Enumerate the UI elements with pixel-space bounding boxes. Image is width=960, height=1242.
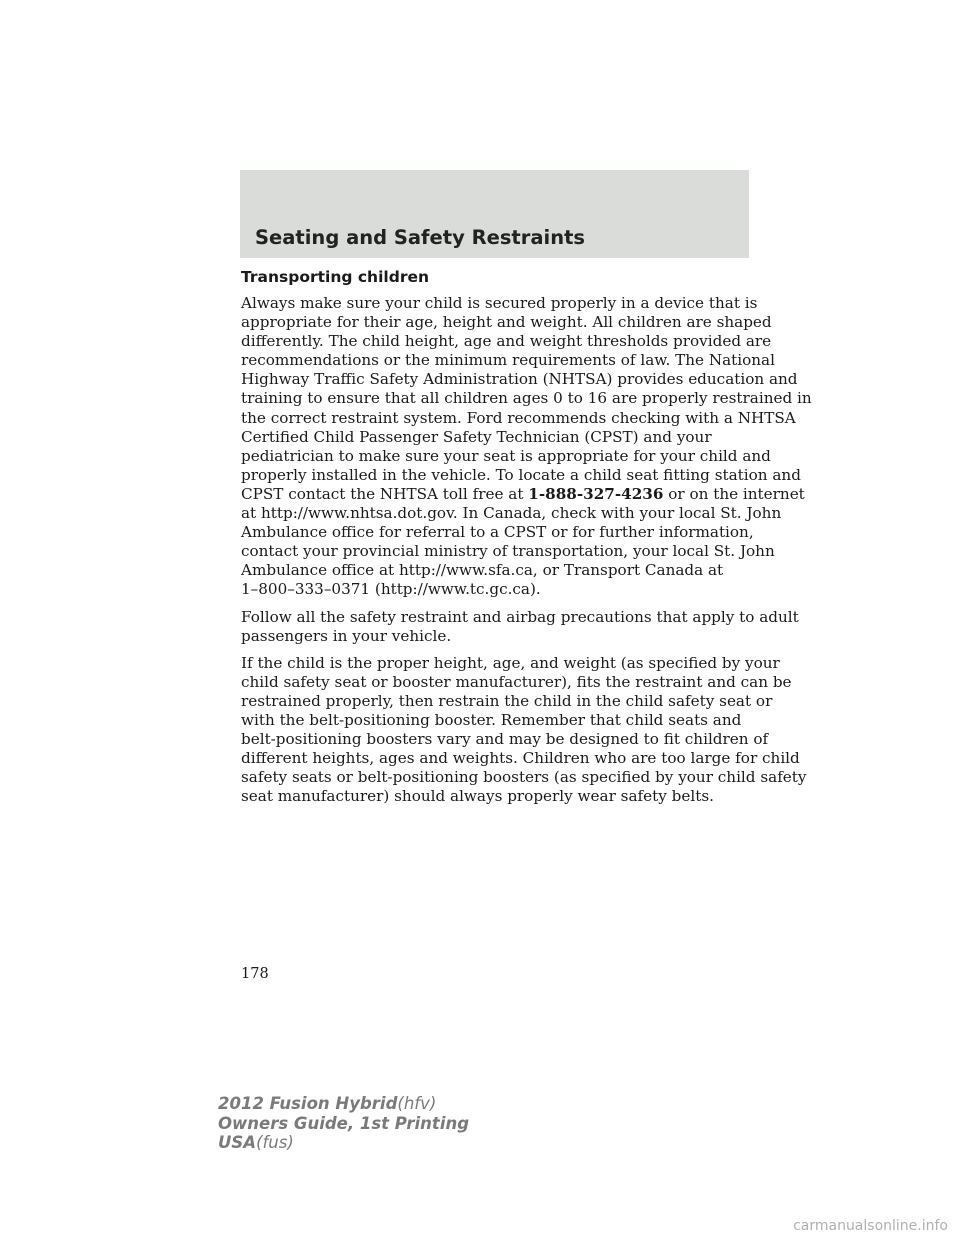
text-line: belt-positioning boosters vary and may be designed to fit children of bbox=[241, 730, 769, 749]
text-line: pediatrician to make sure your seat is appropriate for your child and bbox=[241, 446, 771, 465]
section-title: Seating and Safety Restraints bbox=[255, 226, 586, 249]
text-line: contact your provincial ministry of transportation, your local St. John bbox=[241, 542, 775, 561]
footer-line-guide bbox=[218, 1114, 469, 1134]
text-line: with the belt-positioning booster. Remember that child seats and bbox=[241, 710, 742, 729]
text-line: training to ensure that all children ages 0 to 16 are properly restrained in bbox=[241, 389, 812, 408]
footer-model-code: (hfv) bbox=[397, 1094, 437, 1113]
text-line: seat manufacturer) should always properly wear safety belts. bbox=[241, 787, 714, 806]
text-line: Certified Child Passenger Safety Technician (CPST) and your bbox=[241, 427, 712, 446]
document-footer bbox=[218, 1094, 469, 1153]
text-line: Ambulance office for referral to a CPST or for further information, bbox=[241, 523, 754, 542]
page-content bbox=[241, 268, 812, 814]
text-line: properly installed in the vehicle. To locate a child seat fitting station and bbox=[241, 465, 801, 484]
footer-model: 2012 Fusion Hybrid bbox=[218, 1094, 398, 1113]
footer-line-market bbox=[218, 1133, 469, 1153]
nhtsa-phone-number: 1-888-327-4236 bbox=[528, 484, 664, 503]
text-line: appropriate for their age, height and weight. All children are shaped bbox=[241, 313, 772, 332]
subheading: Transporting children bbox=[241, 268, 430, 286]
text-line: Follow all the safety restraint and airbag precautions that apply to adult bbox=[241, 607, 799, 626]
text-line: Highway Traffic Safety Administration (NHTSA) provides education and bbox=[241, 370, 798, 389]
text-line: at http://www.nhtsa.dot.gov. In Canada, check with your local St. John bbox=[241, 504, 782, 523]
page-number: 178 bbox=[241, 966, 269, 982]
text-line: recommendations or the minimum requirements of law. The National bbox=[241, 351, 775, 370]
paragraph-adult-precautions bbox=[241, 607, 799, 646]
watermark-text: carmanualsonline.info bbox=[793, 1218, 948, 1234]
text-line: different heights, ages and weights. Children who are too large for child bbox=[241, 749, 800, 768]
footer-market: USA bbox=[218, 1133, 257, 1153]
footer-market-code: (fus) bbox=[256, 1133, 294, 1153]
text-line: Ambulance office at http://www.sfa.ca, or Transport Canada at bbox=[241, 561, 724, 580]
text-line: If the child is the proper height, age, and weight (as specified by your bbox=[241, 653, 780, 672]
text-line: child safety seat or booster manufacturer), fits the restraint and can be bbox=[241, 672, 792, 691]
text-line: restrained properly, then restrain the child in the child safety seat or bbox=[241, 691, 773, 710]
text-line: differently. The child height, age and weight thresholds provided are bbox=[241, 332, 772, 351]
text-line: safety seats or belt-positioning boosters (as specified by your child safety bbox=[241, 768, 807, 787]
text-line: passengers in your vehicle. bbox=[241, 626, 452, 645]
phone-prefix-text: CPST contact the NHTSA toll free at bbox=[241, 484, 529, 503]
phone-suffix-text: or on the internet bbox=[663, 484, 805, 503]
paragraph-transporting-children bbox=[241, 294, 812, 600]
footer-guide: Owners Guide, 1st Printing bbox=[218, 1113, 470, 1133]
text-line-phone bbox=[241, 484, 805, 504]
text-line: 1–800–333–0371 (http://www.tc.gc.ca). bbox=[241, 580, 541, 599]
text-line: Always make sure your child is secured properly in a device that is bbox=[241, 294, 758, 312]
paragraph-proper-restraint bbox=[241, 653, 807, 807]
footer-line-model bbox=[218, 1094, 469, 1114]
text-line: the correct restraint system. Ford recommends checking with a NHTSA bbox=[241, 408, 796, 427]
